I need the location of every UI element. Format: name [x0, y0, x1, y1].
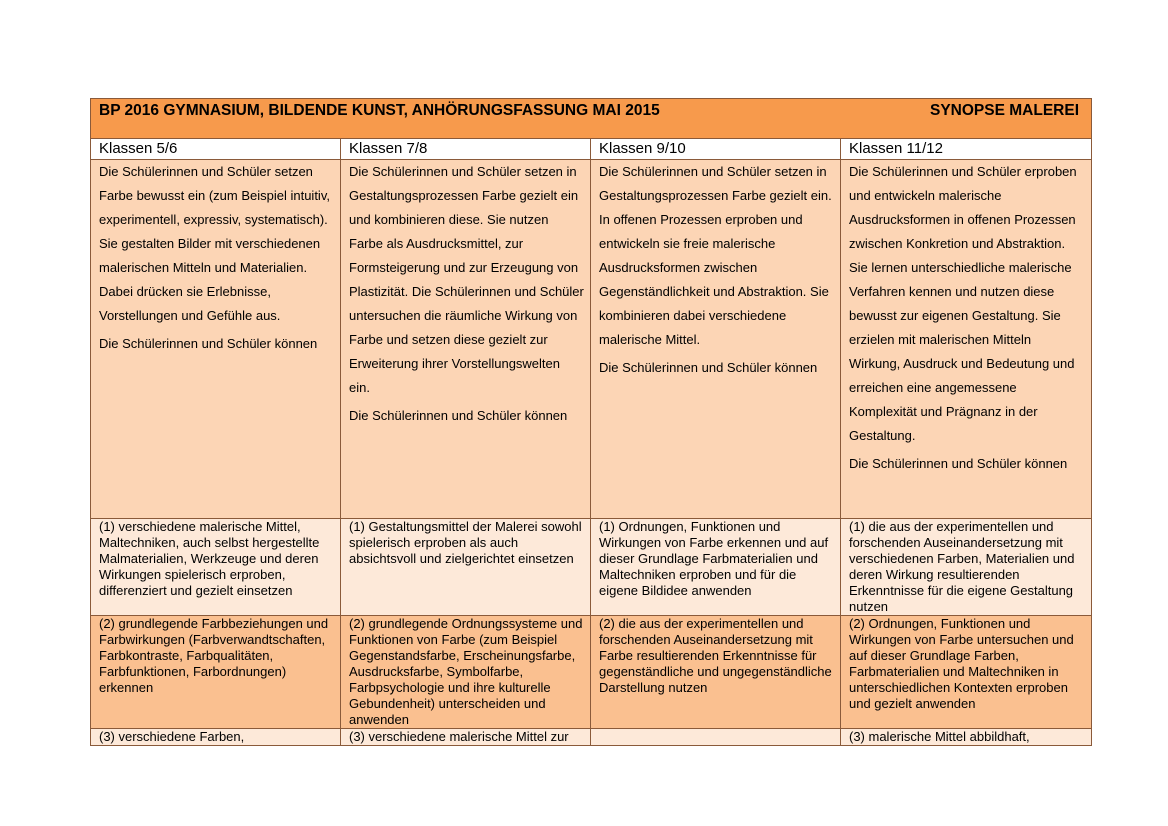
competence-cell: (1) verschiedene malerische Mittel, Maltechniken, auch selbst hergestellte Malmaterialien, Werkzeuge und deren Wirkungen spielerisch erproben, differenziert und gezielt einsetzen: [91, 519, 341, 615]
title-bar: [91, 99, 1091, 139]
synopsis-table: [90, 98, 1092, 746]
competence-cell: (3) verschiedene Farben,: [91, 729, 341, 745]
column-header-5-6: Klassen 5/6: [91, 139, 341, 159]
intro-cell: [841, 160, 1091, 518]
column-header-7-8: Klassen 7/8: [341, 139, 591, 159]
intro-text: Die Schülerinnen und Schüler erproben und entwickeln malerische Ausdrucksformen in offenen Prozessen zwischen Konkretion und Abstraktion. Sie lernen unterschiedliche malerische Verfahren kennen und nutzen diese bewusst zur eigenen Gestaltung. Sie erzielen mit malerischen Mitteln Wirkung, Ausdruck und Bedeutung und erreichen eine angemessene Komplexität und Prägnanz in der Gestaltung.: [849, 164, 1077, 443]
intro-text: Die Schülerinnen und Schüler setzen in Gestaltungsprozessen Farbe gezielt ein und kombinieren diese. Sie nutzen Farbe als Ausdrucksmittel, zur Formsteigerung und zur Erzeugung von Plastizität. Die Schülerinnen und Schüler untersuchen die räumliche Wirkung von Farbe und setzen diese gezielt zur Erweiterung ihrer Vorstellungswelten ein.: [349, 164, 584, 395]
intro-cell: [591, 160, 841, 518]
intro-tail: Die Schülerinnen und Schüler können: [599, 360, 818, 375]
competence-cell: (2) die aus der experimentellen und forschenden Auseinandersetzung mit Farbe resultierenden Erkenntnisse für gegenständliche und ungegenständliche Darstellung nutzen: [591, 616, 841, 728]
synopsis-label: SYNOPSE MALEREI: [930, 102, 1079, 119]
document-title: BP 2016 GYMNASIUM, BILDENDE KUNST, ANHÖRUNGSFASSUNG MAI 2015: [99, 102, 660, 119]
intro-cell: [341, 160, 591, 518]
intro-tail: Die Schülerinnen und Schüler können: [99, 336, 318, 351]
competence-cell: (2) grundlegende Ordnungssysteme und Funktionen von Farbe (zum Beispiel Gegenstandsfarbe, Erscheinungsfarbe, Ausdrucksfarbe, Symbolfarbe, Farbpsychologie und ihre kulturelle Gebundenheit) unterscheiden und anwenden: [341, 616, 591, 728]
competence-cell: (1) Ordnungen, Funktionen und Wirkungen von Farbe erkennen und auf dieser Grundlage Farbmaterialien und Maltechniken erproben und für die eigene Bildidee anwenden: [591, 519, 841, 615]
competence-cell: (2) grundlegende Farbbeziehungen und Farbwirkungen (Farbverwandtschaften, Farbkontraste, Farbqualitäten, Farbfunktionen, Farbordnungen) erkennen: [91, 616, 341, 728]
intro-text: Die Schülerinnen und Schüler setzen Farbe bewusst ein (zum Beispiel intuitiv, experimentell, expressiv, systematisch). Sie gestalten Bilder mit verschiedenen malerischen Mitteln und Materialien. Dabei drücken sie Erlebnisse, Vorstellungen und Gefühle aus.: [99, 164, 330, 323]
competence-row-3: [91, 729, 1091, 745]
column-header-11-12: Klassen 11/12: [841, 139, 1091, 159]
competence-cell: (3) malerische Mittel abbildhaft,: [841, 729, 1091, 745]
intro-tail: Die Schülerinnen und Schüler können: [849, 456, 1068, 471]
competence-row-1: [91, 519, 1091, 616]
intro-row: [91, 160, 1091, 519]
intro-text: Die Schülerinnen und Schüler setzen in Gestaltungsprozessen Farbe gezielt ein. In offenen Prozessen erproben und entwickeln sie freie malerische Ausdrucksformen zwischen Gegenständlichkeit und Abstraktion. Sie kombinieren dabei verschiedene malerische Mittel.: [599, 164, 832, 347]
competence-row-2: [91, 616, 1091, 729]
competence-cell: (1) die aus der experimentellen und forschenden Auseinandersetzung mit verschiedenen Farben, Materialien und deren Wirkung resultierenden Erkenntnisse für die eigene Gestaltung nutzen: [841, 519, 1091, 615]
intro-tail: Die Schülerinnen und Schüler können: [349, 408, 568, 423]
competence-cell: [591, 729, 841, 745]
intro-cell: [91, 160, 341, 518]
column-header-9-10: Klassen 9/10: [591, 139, 841, 159]
competence-cell: (3) verschiedene malerische Mittel zur: [341, 729, 591, 745]
competence-cell: (1) Gestaltungsmittel der Malerei sowohl spielerisch erproben als auch absichtsvoll und zielgerichtet einsetzen: [341, 519, 591, 615]
header-row: [91, 139, 1091, 160]
competence-cell: (2) Ordnungen, Funktionen und Wirkungen von Farbe untersuchen und auf dieser Grundlage Farben, Farbmaterialien und Maltechniken in unterschiedlichen Kontexten erproben und gezielt anwenden: [841, 616, 1091, 728]
